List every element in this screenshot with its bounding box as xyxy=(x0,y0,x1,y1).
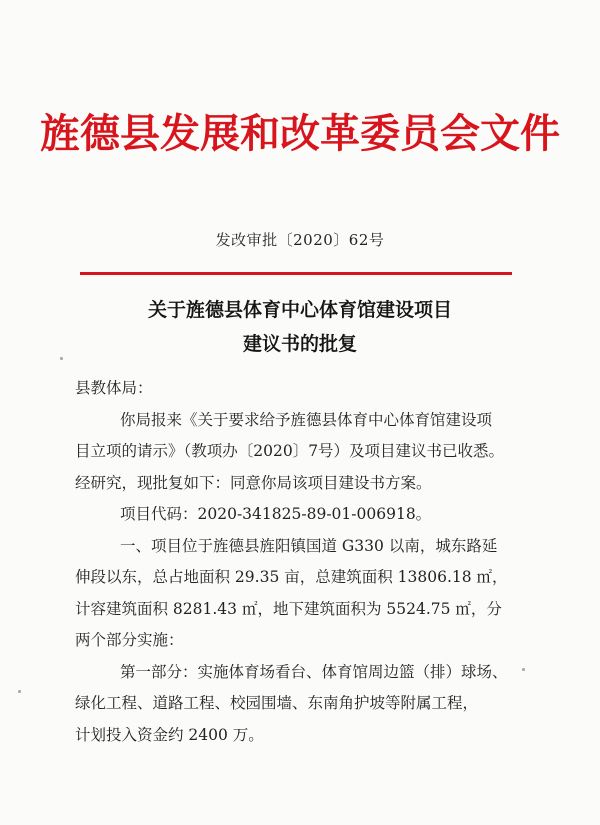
issuing-authority-header: 旌德县发展和改革委员会文件 xyxy=(40,110,560,157)
project-code: 项目代码：2020-341825-89-01-006918。 xyxy=(120,505,432,523)
addressee: 县教体局： xyxy=(75,379,153,397)
body-line: 两个部分实施： xyxy=(75,631,184,649)
body-line: 第一部分：实施体育场看台、体育馆周边篮（排）球场、 xyxy=(120,662,508,681)
document-body xyxy=(75,373,510,751)
body-line: 绿化工程、道路工程、校园围墙、东南角护坡等附属工程， xyxy=(75,694,479,712)
body-line: 计容建筑面积 8281.43 ㎡，地下建筑面积为 5524.75 ㎡，分 xyxy=(75,599,502,618)
red-separator-rule xyxy=(80,272,512,275)
body-line: 经研究，现批复如下：同意你局该项目建设书方案。 xyxy=(75,473,432,492)
body-line: 伸段以东，总占地面积 29.35 亩，总建筑面积 13806.18 ㎡， xyxy=(75,568,508,586)
body-line: 一、项目位于旌德县旌阳镇国道 G330 以南，城东路延 xyxy=(120,536,498,555)
document-number: 发改审批〔2020〕62号 xyxy=(215,231,385,249)
body-line: 你局报来《关于要求给予旌德县体育中心体育馆建设项 xyxy=(120,410,493,429)
document-title-line-2: 建议书的批复 xyxy=(242,333,357,355)
scan-speck xyxy=(60,357,63,360)
body-line: 目立项的请示》（教项办〔2020〕7号）及项目建议书已收悉。 xyxy=(75,442,505,460)
document-title xyxy=(0,293,600,361)
scan-speck xyxy=(18,690,21,693)
document-title-line-1: 关于旌德县体育中心体育馆建设项目 xyxy=(147,299,452,321)
body-line: 计划投入资金约 2400 万。 xyxy=(75,725,264,744)
scan-speck xyxy=(522,668,525,671)
